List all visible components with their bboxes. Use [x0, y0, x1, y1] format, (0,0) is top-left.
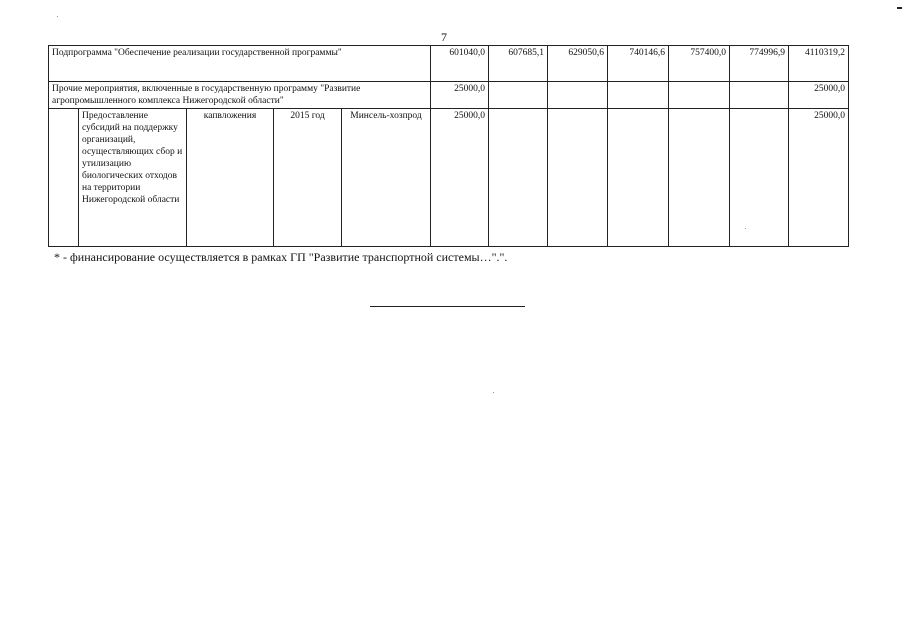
page-number: 7 [441, 30, 447, 44]
executor-cell: Минсель-хозпрод [342, 109, 431, 247]
value-cell [548, 82, 608, 109]
value-cell [548, 109, 608, 247]
value-cell: 607685,1 [489, 46, 548, 82]
value-cell [489, 82, 548, 109]
scan-mark [897, 7, 902, 9]
description-cell: Предоставление субсидий на поддержку организаций, осуществляющих сбор и утилизацию биологических отходов на территории Нижегородской области [79, 109, 187, 247]
value-cell: 757400,0 [669, 46, 730, 82]
value-cell: 740146,6 [608, 46, 669, 82]
value-cell [730, 109, 789, 247]
signature-line [370, 306, 525, 307]
row-label: Прочие мероприятия, включенные в государственную программу "Развитие агропромышленного комплекса Нижегородской области" [49, 82, 431, 109]
investment-type-cell: капвложения [187, 109, 274, 247]
value-cell: 4110319,2 [789, 46, 849, 82]
scan-speck [493, 392, 494, 393]
value-cell [669, 109, 730, 247]
value-cell: 25000,0 [431, 109, 489, 247]
value-cell: 25000,0 [431, 82, 489, 109]
value-cell [669, 82, 730, 109]
footnote: * - финансирование осуществляется в рамках ГП "Развитие транспортной системы…".". [54, 250, 508, 264]
row-label: Подпрограмма "Обеспечение реализации государственной программы" [49, 46, 431, 82]
scan-speck [745, 228, 746, 229]
value-cell: 774996,9 [730, 46, 789, 82]
table-row-subprogram [49, 46, 849, 82]
value-cell: 601040,0 [431, 46, 489, 82]
value-cell [608, 109, 669, 247]
scan-speck [57, 16, 58, 17]
value-cell: 25000,0 [789, 109, 849, 247]
value-cell [730, 82, 789, 109]
year-cell: 2015 год [274, 109, 342, 247]
budget-table [48, 45, 849, 247]
index-cell [49, 109, 79, 247]
value-cell [608, 82, 669, 109]
table-row-other-measures [49, 82, 849, 109]
value-cell [489, 109, 548, 247]
value-cell: 25000,0 [789, 82, 849, 109]
value-cell: 629050,6 [548, 46, 608, 82]
table-row-subsidy [49, 109, 849, 247]
